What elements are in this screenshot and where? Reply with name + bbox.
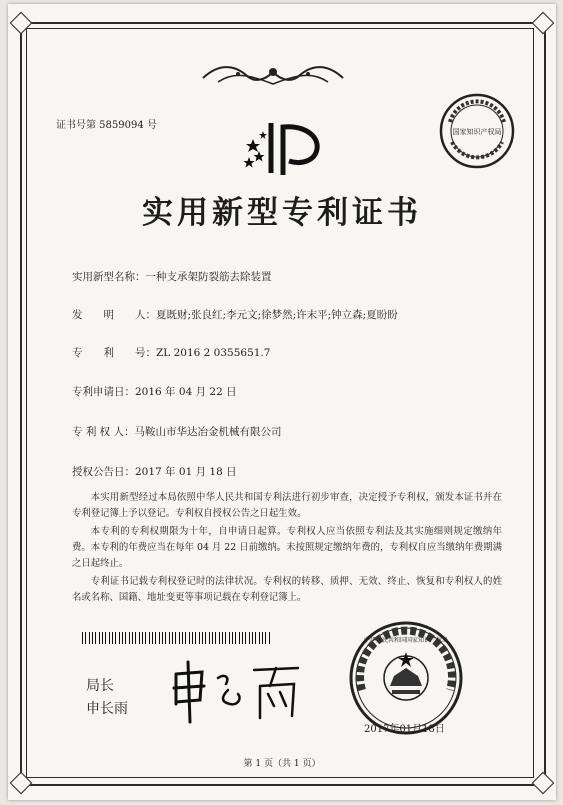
barcode-bar	[112, 632, 113, 644]
seal-bottom-text: 中华人民共和国国家知识产权局	[363, 637, 449, 644]
barcode-bar	[99, 632, 100, 644]
field-label: 专 利 号：	[72, 347, 156, 359]
body-paragraph: 本专利的专利权期限为十年，自申请日起算。专利权人应当依照专利法及其实施细则规定缴纳年费。本专利的年费应当在每年 04 月 22 日前缴纳。未按照规定缴纳年费的，专利权自应当缴纳年费期满之日起终止。	[72, 526, 502, 569]
barcode-bar	[125, 632, 126, 644]
barcode	[82, 632, 272, 644]
barcode-bar	[145, 632, 146, 644]
official-seal-bottom	[348, 620, 464, 736]
barcode-bar	[92, 632, 93, 644]
barcode-bar	[255, 632, 256, 644]
barcode-bar	[185, 632, 186, 644]
barcode-bar	[139, 632, 140, 644]
barcode-bar	[265, 632, 266, 644]
barcode-bar	[159, 632, 160, 644]
barcode-bar	[245, 632, 246, 644]
seal-date: 2017年01月18日	[364, 724, 445, 735]
barcode-bar	[152, 632, 153, 644]
barcode-bar	[262, 632, 263, 644]
field-label: 发 明 人：	[72, 309, 156, 321]
barcode-bar	[142, 632, 143, 644]
field-label: 专 利 权 人：	[72, 426, 135, 438]
barcode-bar	[105, 632, 106, 644]
utility-model-name-field	[72, 269, 272, 284]
barcode-bar	[205, 632, 206, 644]
barcode-bar	[89, 632, 90, 644]
barcode-bar	[242, 632, 243, 644]
barcode-bar	[109, 632, 110, 644]
barcode-bar	[199, 632, 200, 644]
handwritten-signature	[168, 656, 308, 726]
official-title: 局长	[86, 678, 114, 694]
certificate-sheet	[8, 4, 556, 800]
barcode-bar	[225, 632, 226, 644]
barcode-bar	[172, 632, 173, 644]
barcode-bar	[85, 632, 86, 644]
inventors-field	[72, 307, 398, 322]
barcode-bar	[179, 632, 180, 644]
field-label: 实用新型名称：	[72, 271, 146, 283]
field-value: 马鞍山市华达冶金机械有限公司	[134, 426, 282, 438]
barcode-bar	[239, 632, 240, 644]
barcode-bar	[209, 632, 210, 644]
body-paragraph: 本实用新型经过本局依照中华人民共和国专利法进行初步审查，决定授予专利权，颁发本证书并在专利登记簿上予以登记。专利权自授权公告之日起生效。	[72, 492, 502, 519]
field-value: 2016 年 04 月 22 日	[135, 386, 237, 398]
field-value: 一种支承架防裂筋去除装置	[145, 271, 272, 283]
patent-office-emblem-icon	[243, 117, 323, 179]
field-label: 授权公告日：	[72, 466, 135, 478]
barcode-bar	[175, 632, 176, 644]
document-title: 实用新型专利证书	[142, 195, 422, 231]
body-paragraph: 专利证书记载专利权登记时的法律状况。专利权的转移、质押、无效、终止、恢复和专利权人的姓名或名称、国籍、地址变更等事项记载在专利登记簿上。	[72, 576, 502, 603]
barcode-bar	[215, 632, 216, 644]
barcode-bar	[235, 632, 236, 644]
field-value: 2017 年 01 月 18 日	[135, 466, 237, 478]
grant-date-field	[72, 464, 237, 479]
top-ornament	[198, 60, 348, 90]
barcode-bar	[219, 632, 220, 644]
barcode-bar	[232, 632, 233, 644]
barcode-bar	[129, 632, 130, 644]
barcode-bar	[155, 632, 156, 644]
barcode-bar	[269, 632, 270, 644]
barcode-bar	[189, 632, 190, 644]
barcode-bar	[132, 632, 133, 644]
barcode-bar	[252, 632, 253, 644]
barcode-bar	[222, 632, 223, 644]
barcode-bar	[135, 632, 136, 644]
official-seal-top	[438, 92, 516, 170]
barcode-bar	[122, 632, 123, 644]
barcode-bar	[149, 632, 150, 644]
barcode-bar	[229, 632, 230, 644]
certificate-number: 证书号第 5859094 号	[56, 120, 157, 131]
patent-number-field	[72, 345, 270, 360]
barcode-bar	[192, 632, 193, 644]
field-value: ZL 2016 2 0355651.7	[156, 347, 271, 359]
barcode-bar	[82, 632, 83, 644]
field-label: 专利申请日：	[72, 386, 135, 398]
barcode-bar	[195, 632, 196, 644]
field-value: 夏既财;张良红;李元文;徐梦然;许末平;钟立森;夏盼盼	[156, 309, 398, 321]
barcode-bar	[115, 632, 116, 644]
official-name: 申长雨	[86, 701, 128, 717]
filing-date-field	[72, 384, 237, 399]
patent-holder-field	[72, 424, 282, 439]
barcode-bar	[259, 632, 260, 644]
barcode-bar	[249, 632, 250, 644]
barcode-bar	[95, 632, 96, 644]
barcode-bar	[165, 632, 166, 644]
barcode-bar	[162, 632, 163, 644]
barcode-bar	[102, 632, 103, 644]
barcode-bar	[169, 632, 170, 644]
barcode-bar	[212, 632, 213, 644]
seal-top-text: 国家知识产权局	[452, 128, 502, 136]
barcode-bar	[119, 632, 120, 644]
barcode-bar	[202, 632, 203, 644]
barcode-bar	[182, 632, 183, 644]
page-number: 第 1 页（共 1 页）	[243, 759, 321, 769]
